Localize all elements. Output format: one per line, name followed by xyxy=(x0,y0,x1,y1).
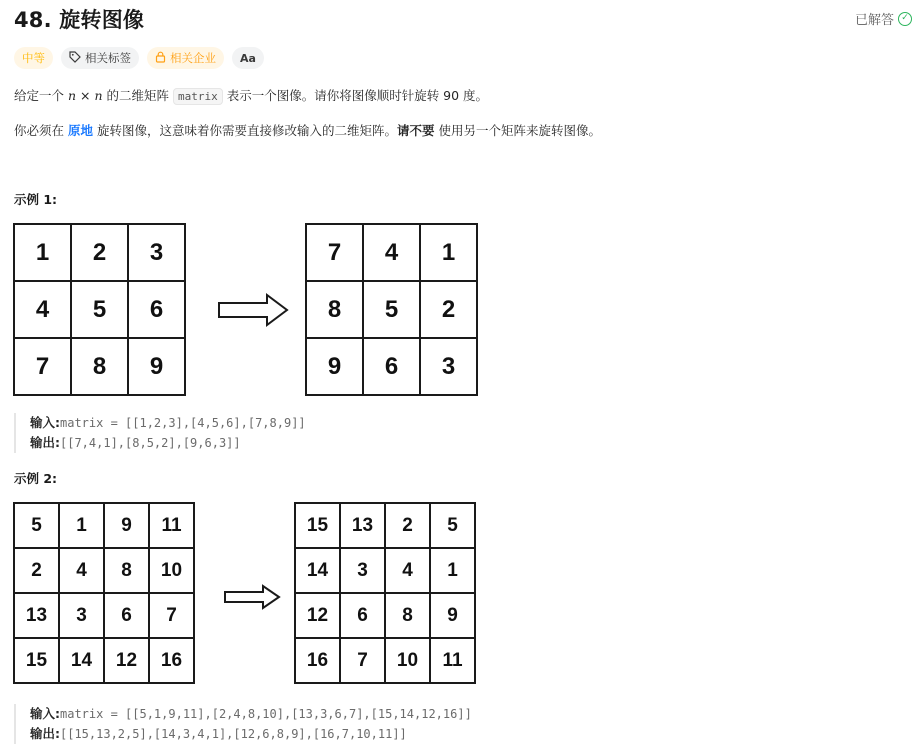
desc-text: 表示一个图像。请你将图像顺时针旋转 90 度。 xyxy=(222,88,489,103)
desc-text: 的二维矩阵 xyxy=(102,88,173,103)
matrix-cell: 9 xyxy=(430,593,475,638)
input-label: 输入: xyxy=(30,415,60,430)
matrix-row xyxy=(14,593,194,638)
matrix-row xyxy=(295,593,475,638)
matrix-cell: 16 xyxy=(295,638,340,683)
desc-text: 旋转图像，这意味着你需要直接修改输入的二维矩阵。 xyxy=(93,123,397,138)
matrix-cell: 1 xyxy=(14,224,71,281)
matrix-cell: 13 xyxy=(340,503,385,548)
matrix-cell: 3 xyxy=(59,593,104,638)
related-tags-label: 相关标签 xyxy=(85,51,131,65)
example-2-input-matrix xyxy=(13,502,195,684)
related-companies-label: 相关企业 xyxy=(170,51,216,65)
matrix-cell: 2 xyxy=(420,281,477,338)
example-2-title: 示例 2: xyxy=(14,471,58,486)
desc-text: 你必须在 xyxy=(14,123,68,138)
matrix-cell: 6 xyxy=(363,338,420,395)
input-value: matrix = [[1,2,3],[4,5,6],[7,8,9]] xyxy=(60,416,306,430)
matrix-cell: 2 xyxy=(385,503,430,548)
matrix-cell: 9 xyxy=(306,338,363,395)
matrix-cell: 8 xyxy=(385,593,430,638)
matrix-row xyxy=(14,224,185,281)
matrix-cell: 12 xyxy=(104,638,149,683)
tag-bar xyxy=(14,47,264,69)
matrix-cell: 2 xyxy=(14,548,59,593)
matrix-cell: 1 xyxy=(420,224,477,281)
matrix-row xyxy=(306,281,477,338)
check-circle-icon: ✓ xyxy=(898,12,912,26)
matrix-row xyxy=(306,224,477,281)
arrow-right-icon xyxy=(217,293,289,327)
matrix-cell: 4 xyxy=(363,224,420,281)
matrix-cell: 3 xyxy=(420,338,477,395)
example-1-input-matrix xyxy=(13,223,186,396)
example-1-output-matrix xyxy=(305,223,478,396)
output-label: 输出: xyxy=(30,435,60,450)
desc-var-n: n xyxy=(67,88,77,103)
solved-status[interactable] xyxy=(855,9,912,28)
matrix-cell: 6 xyxy=(104,593,149,638)
difficulty-badge[interactable] xyxy=(14,47,53,69)
matrix-row xyxy=(306,338,477,395)
matrix-cell: 5 xyxy=(430,503,475,548)
matrix-row xyxy=(295,638,475,683)
matrix-cell: 5 xyxy=(14,503,59,548)
matrix-cell: 7 xyxy=(149,593,194,638)
matrix-row xyxy=(14,503,194,548)
matrix-cell: 16 xyxy=(149,638,194,683)
output-label: 输出: xyxy=(30,726,60,741)
matrix-cell: 3 xyxy=(128,224,185,281)
matrix-cell: 15 xyxy=(14,638,59,683)
inline-code: matrix xyxy=(173,88,223,105)
matrix-cell: 7 xyxy=(306,224,363,281)
matrix-cell: 7 xyxy=(14,338,71,395)
example-1-input-line xyxy=(30,413,306,433)
matrix-cell: 6 xyxy=(340,593,385,638)
matrix-row xyxy=(295,503,475,548)
matrix-cell: 5 xyxy=(363,281,420,338)
matrix-cell: 4 xyxy=(59,548,104,593)
matrix-row xyxy=(14,548,194,593)
matrix-cell: 11 xyxy=(430,638,475,683)
in-place-link[interactable]: 原地 xyxy=(67,123,93,138)
matrix-row xyxy=(14,281,185,338)
input-value: matrix = [[5,1,9,11],[2,4,8,10],[13,3,6,7],[15,14,12,16]] xyxy=(60,707,472,721)
output-value: [[15,13,2,5],[14,3,4,1],[12,6,8,9],[16,7,10,11]] xyxy=(60,727,407,741)
output-value: [[7,4,1],[8,5,2],[9,6,3]] xyxy=(60,436,241,450)
desc-text: × xyxy=(76,88,95,103)
example-1-io xyxy=(14,413,306,453)
arrow-right-icon xyxy=(223,584,281,610)
matrix-cell: 6 xyxy=(128,281,185,338)
matrix-cell: 9 xyxy=(104,503,149,548)
translate-icon: Aa xyxy=(240,51,256,65)
desc-text: 使用另一个矩阵来旋转图像。 xyxy=(434,123,601,138)
matrix-cell: 4 xyxy=(385,548,430,593)
matrix-cell: 10 xyxy=(149,548,194,593)
translate-button[interactable] xyxy=(232,47,264,69)
matrix-cell: 14 xyxy=(295,548,340,593)
matrix-cell: 1 xyxy=(59,503,104,548)
matrix-cell: 7 xyxy=(340,638,385,683)
matrix-row xyxy=(14,638,194,683)
tag-icon xyxy=(69,51,81,66)
matrix-cell: 14 xyxy=(59,638,104,683)
solved-label: 已解答 xyxy=(854,13,894,28)
problem-title: 48. 旋转图像 xyxy=(14,8,145,32)
matrix-cell: 9 xyxy=(128,338,185,395)
matrix-cell: 15 xyxy=(295,503,340,548)
lock-icon xyxy=(155,51,166,66)
matrix-cell: 12 xyxy=(295,593,340,638)
example-1-output-line xyxy=(30,433,306,453)
matrix-row xyxy=(14,338,185,395)
matrix-cell: 8 xyxy=(71,338,128,395)
matrix-cell: 3 xyxy=(340,548,385,593)
desc-text: 给定一个 xyxy=(14,88,68,103)
desc-var-n: n xyxy=(94,88,103,103)
example-2-input-line xyxy=(30,704,472,724)
matrix-cell: 4 xyxy=(14,281,71,338)
matrix-cell: 5 xyxy=(71,281,128,338)
example-2-output-line xyxy=(30,724,472,744)
matrix-row xyxy=(295,548,475,593)
example-2-io xyxy=(14,704,472,744)
example-1-title: 示例 1: xyxy=(14,192,58,207)
input-label: 输入: xyxy=(30,706,60,721)
example-2-output-matrix xyxy=(294,502,476,684)
related-tags-button[interactable] xyxy=(61,47,139,69)
description-paragraph-1 xyxy=(14,86,488,104)
matrix-cell: 11 xyxy=(149,503,194,548)
matrix-cell: 10 xyxy=(385,638,430,683)
matrix-cell: 13 xyxy=(14,593,59,638)
matrix-cell: 1 xyxy=(430,548,475,593)
matrix-cell: 8 xyxy=(104,548,149,593)
difficulty-label: 中等 xyxy=(22,51,45,65)
description-paragraph-2 xyxy=(14,121,601,139)
matrix-cell: 8 xyxy=(306,281,363,338)
related-companies-button[interactable] xyxy=(147,47,224,69)
matrix-cell: 2 xyxy=(71,224,128,281)
desc-bold: 请不要 xyxy=(396,123,435,138)
